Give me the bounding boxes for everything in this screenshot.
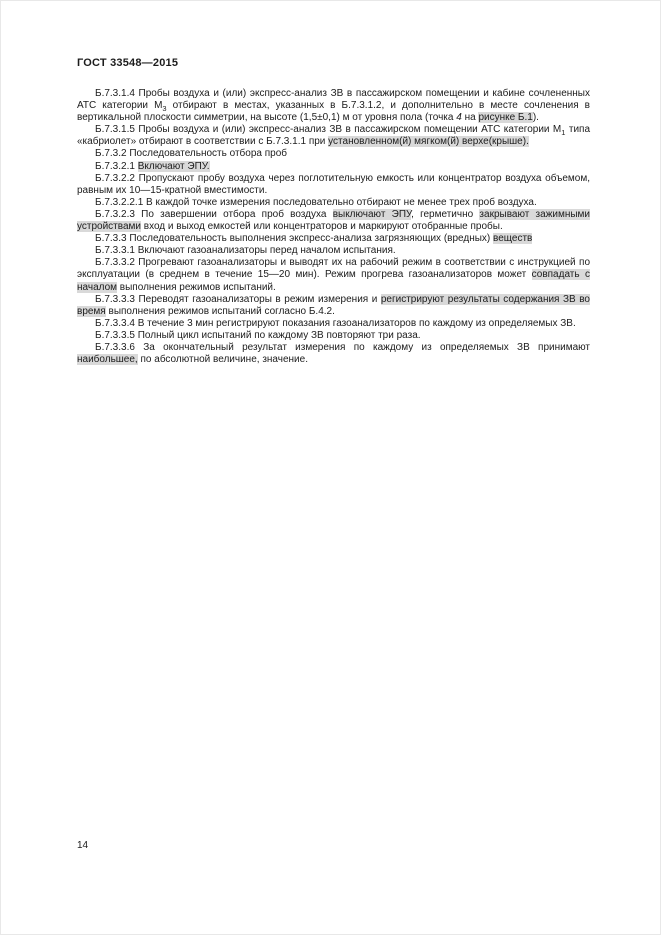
document-header: ГОСТ 33548—2015 (77, 57, 179, 69)
text-run: Б.7.3.3.2 Прогревают газоанализаторы и выводят их на рабочий режим в соответствии с инструкцией по эксплуатации (в среднем в течение 15—20 мин). Режим прогрева газоанализаторов может (77, 257, 590, 281)
subscript-text: 1 (561, 128, 566, 138)
text-run: выключают ЭПУ (332, 208, 412, 220)
text-run: Б.7.3.3.4 В течение 3 мин регистрируют показания газоанализаторов по каждому из определяемых ЗВ. (95, 317, 576, 329)
text-run: 4 (456, 112, 462, 124)
paragraph (77, 148, 590, 160)
text-run: наибольшее, (77, 354, 138, 366)
text-run: Б.7.3.2.2.1 В каждой точке измерения последовательно отбирают не менее трех проб воздуха. (95, 196, 537, 208)
paragraph (77, 245, 590, 257)
text-run: на (461, 112, 479, 124)
paragraph (77, 330, 590, 342)
paragraph (77, 161, 590, 173)
text-run: Б.7.3.1.4 Пробы воздуха и (или) экспресс-анализ ЗВ в пассажирском помещении и кабине сочлененных АТС категории М (77, 88, 590, 112)
text-run: Б.7.3.3.6 За окончательный результат измерения по каждому из определяемых ЗВ принимают (95, 341, 590, 353)
text-run: Включают ЭПУ. (137, 160, 210, 172)
text-run: Б.7.3.2 Последовательность отбора проб (95, 148, 287, 160)
paragraph (77, 124, 590, 148)
text-run: отбирают в местах, указанных в Б.7.3.1.2, и дополнительно в месте сочленения в вертикальной плоскости симметрии, на высоте (1,5±0,1) м от уровня пола (точка (77, 100, 590, 124)
text-run: по абсолютной величине, значение. (137, 354, 308, 366)
subscript-text: 3 (162, 104, 167, 114)
text-run: Б.7.3.2.2 Пропускают пробу воздуха через поглотительную емкость или концентратор воздуха объемом, равным их 10—15-кратной вместимости. (77, 172, 590, 196)
text-run: Б.7.3.3.1 Включают газоанализаторы перед началом испытания. (95, 245, 396, 257)
page-number: 14 (77, 840, 89, 851)
text-run: ). (532, 112, 539, 124)
text-run: Б.7.3.1.5 Пробы воздуха и (или) экспресс-анализ ЗВ в пассажирском помещении АТС категории М (95, 124, 562, 136)
text-run: вход и выход емкостей или концентраторов и маркируют отобранные пробы. (140, 221, 503, 233)
text-run: Б.7.3.2.1 (95, 160, 138, 172)
text-run: рисунке Б.1 (478, 112, 533, 124)
text-run: совпадать с началом (77, 269, 590, 293)
text-run: типа «кабриолет» отбирают в соответствии с Б.7.3.1.1 при (77, 124, 591, 148)
text-run: , герметично (411, 208, 480, 220)
text-run: Б.7.3.2.3 По завершении отбора проб воздуха (95, 208, 333, 220)
text-run: регистрируют результаты содержания ЗВ во время (77, 293, 590, 317)
text-run: Б.7.3.3.5 Полный цикл испытаний по каждому ЗВ повторяют три раза. (95, 329, 421, 341)
paragraph (77, 318, 590, 330)
document-paragraphs (77, 88, 590, 366)
text-run: установленном(й) мягком(й) верхе(крыше). (328, 136, 529, 148)
paragraph (77, 197, 590, 209)
paragraph (77, 342, 590, 366)
paragraph (77, 209, 590, 233)
paragraph (77, 88, 590, 124)
text-run: закрывают зажимными устройствами (77, 208, 591, 233)
text-run: Б.7.3.3 Последовательность выполнения экспресс-анализа загрязняющих (вредных) (95, 233, 494, 245)
paragraph (77, 233, 590, 245)
paragraph (77, 294, 590, 318)
text-run: веществ (493, 233, 533, 245)
paragraph (77, 173, 590, 197)
text-run: выполнения режимов испытаний согласно Б.4.2. (105, 305, 335, 317)
text-run: Б.7.3.3.3 Переводят газоанализаторы в режим измерения и (95, 293, 381, 305)
text-run: выполнения режимов испытаний. (117, 281, 276, 293)
paragraph (77, 257, 590, 293)
